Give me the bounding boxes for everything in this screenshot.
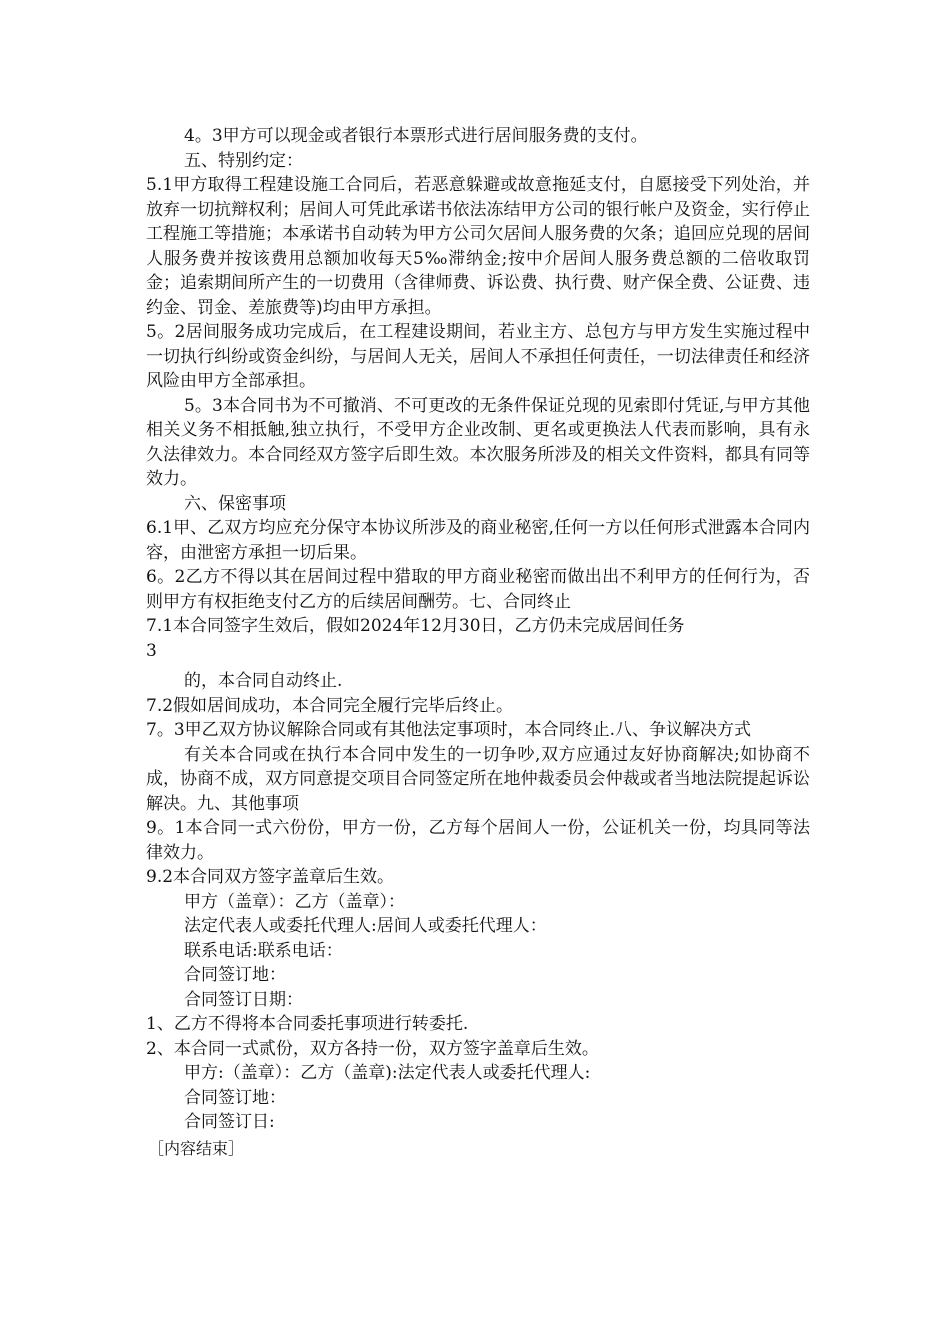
signature-block-2-parties: 甲方:（盖章）：乙方（盖章):法定代表人或委托代理人: <box>184 1063 591 1083</box>
document-page <box>146 124 810 1161</box>
paragraph-dispute-resolution: 有关本合同或在执行本合同中发生的一切争吵,双方应通过友好协商解决;如协商不成，协商不成，双方同意提交项目合同签定所在地仲裁委员会仲裁或者当地法院提起诉讼解决。九、其他事项 <box>146 744 810 814</box>
paragraph-7-2: 7.2假如居间成功，本合同完全履行完毕后终止。 <box>146 695 514 716</box>
paragraph-5-2: 5。2居间服务成功完成后，在工程建设期间，若业主方、总包方与甲方发生实施过程中一切执行纠纷或资金纠纷，与居间人无关，居间人不承担任何责任，一切法律责任和经济风险由甲方全部承担。 <box>146 322 810 391</box>
signature-phones: 联系电话:联系电话： <box>184 940 343 961</box>
signature-party-seals: 甲方（盖章）：乙方（盖章）： <box>184 891 405 912</box>
page-number: 3 <box>146 640 157 661</box>
end-of-content-marker: ［内容结束］ <box>148 1138 245 1158</box>
signature-block-2-place: 合同签订地： <box>184 1087 286 1108</box>
paragraph-6-1: 6.1甲、乙双方均应充分保守本协议所涉及的商业秘密,任何一方以任何形式泄露本合同内容，由泄密方承担一切后果。 <box>146 518 810 563</box>
signature-place: 合同签订地： <box>184 965 286 985</box>
paragraph-6-2: 6。2乙方不得以其在居间过程中猎取的甲方商业秘密而做出出不利甲方的任何行为，否则甲方有权拒绝支付乙方的后续居间酬劳。七、合同终止 <box>146 567 810 612</box>
signature-representatives: 法定代表人或委托代理人:居间人或委托代理人： <box>184 916 547 936</box>
note-item-1: 1、乙方不得将本合同委托事项进行转委托. <box>146 1014 469 1034</box>
heading-special-terms: 五、特别约定： <box>184 150 303 171</box>
paragraph-7-3: 7。3甲乙双方协议解除合同或有其他法定事项时，本合同终止.八、争议解决方式 <box>146 720 752 740</box>
signature-block-2-date: 合同签订日: <box>184 1112 275 1132</box>
heading-confidentiality: 六、保密事项 <box>184 493 286 514</box>
paragraph-5-1: 5.1甲方取得工程建设施工合同后，若恶意躲避或故意拖延支付，自愿接受下列处治，并放弃一切抗辩权利；居间人可凭此承诺书依法冻结甲方公司的银行帐户及资金，实行停止工程施工等措施；本承诺书自动转为甲方公司欠居间人服务费的欠条；追回应兑现的居间人服务费并按该费用总额加收每天5‰滞纳金;按中介居间人服务费总额的二倍收取罚金；追索期间所产生的一切费用（含律师费、诉讼费、执行费、财产保全费、公证费、违约金、罚金、差旅费等)均由甲方承担。 <box>146 175 810 318</box>
note-item-2: 2、本合同一式贰份，双方各持一份，双方签字盖章后生效。 <box>146 1038 599 1059</box>
signature-date: 合同签订日期： <box>184 989 303 1010</box>
paragraph-7-1: 7.1本合同签字生效后，假如2024年12月30日，乙方仍未完成居间任务 <box>146 616 685 636</box>
paragraph-7-1-continued: 的，本合同自动终止. <box>184 671 343 691</box>
paragraph-5-3: 5。3本合同书为不可撤消、不可更改的无条件保证兑现的见索即付凭证,与甲方其他相关义务不相抵触,独立执行，不受甲方企业改制、更名或更换法人代表而影响，具有永久法律效力。本合同经双方签字后即生效。本次服务所涉及的相关文件资料，都具有同等效力。 <box>146 395 810 489</box>
paragraph-4-3: 4。3甲方可以现金或者银行本票形式进行居间服务费的支付。 <box>184 126 648 146</box>
paragraph-9-2: 9.2本合同双方签字盖章后生效。 <box>146 867 395 887</box>
paragraph-9-1: 9。1本合同一式六份份，甲方一份，乙方每个居间人一份，公证机关一份，均具同等法律效力。 <box>146 818 810 863</box>
